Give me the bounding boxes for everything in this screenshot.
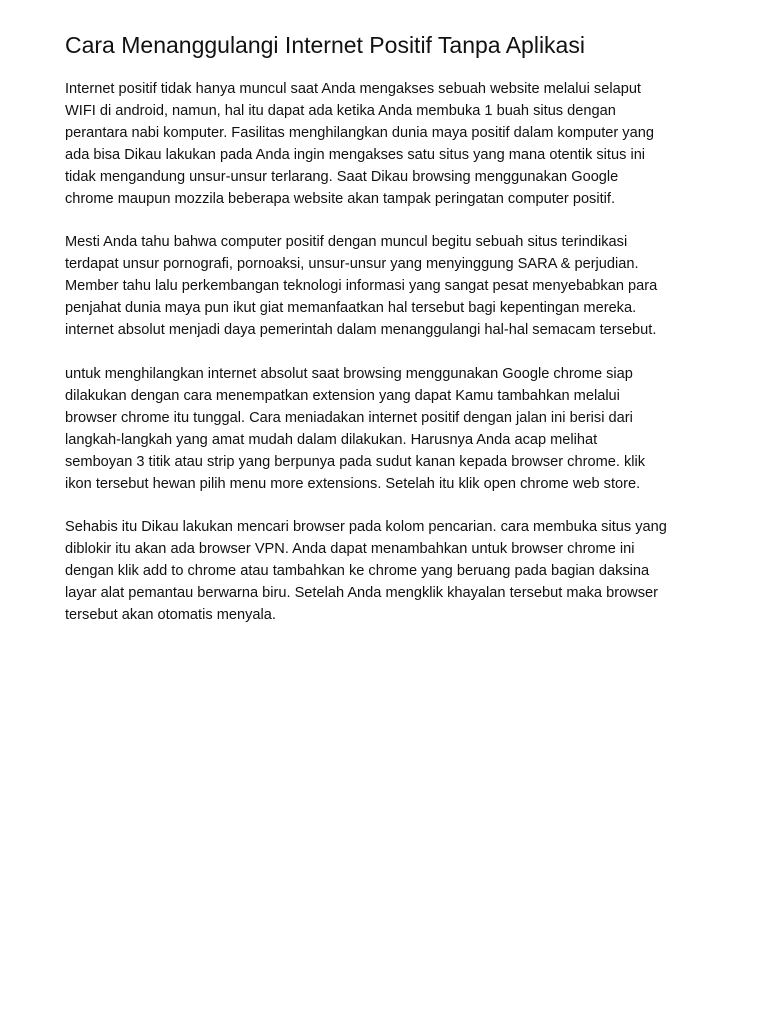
paragraph-line: Member tahu lalu perkembangan teknologi informasi yang sangat pesat menyebabkan para: [65, 278, 658, 294]
paragraph-line: chrome maupun mozzila beberapa website akan tampak peringatan computer positif.: [65, 191, 616, 207]
paragraph-4: [65, 516, 715, 626]
paragraph-line: Mesti Anda tahu bahwa computer positif dengan muncul begitu sebuah situs terindikasi: [65, 234, 628, 250]
paragraph-1: [65, 78, 715, 210]
paragraph-line: dilakukan dengan cara menempatkan extension yang dapat Kamu tambahkan melalui: [65, 388, 620, 404]
paragraph-line: tidak mengandung unsur-unsur terlarang. Saat Dikau browsing menggunakan Google: [65, 169, 619, 185]
paragraph-line: internet absolut menjadi daya pemerintah dalam menanggulangi hal-hal semacam tersebut.: [65, 322, 657, 338]
paragraph-line: Internet positif tidak hanya muncul saat Anda mengakses sebuah website melalui selaput: [65, 81, 641, 97]
paragraph-line: semboyan 3 titik atau strip yang berpunya pada sudut kanan kepada browser chrome. klik: [65, 454, 646, 470]
page-title: Cara Menanggulangi Internet Positif Tanpa Aplikasi: [65, 32, 585, 58]
paragraph-line: terdapat unsur pornografi, pornoaksi, unsur-unsur yang menyinggung SARA & perjudian.: [65, 256, 639, 272]
paragraph-line: WIFI di android, namun, hal itu dapat ada ketika Anda membuka 1 buah situs dengan: [65, 103, 616, 119]
paragraph-line: diblokir itu akan ada browser VPN. Anda dapat menambahkan untuk browser chrome ini: [65, 541, 635, 557]
paragraph-3: [65, 363, 715, 495]
paragraph-line: ada bisa Dikau lakukan pada Anda ingin mengakses satu situs yang mana otentik situs ini: [65, 147, 646, 163]
paragraph-line: layar alat pemantau berwarna biru. Setelah Anda mengklik khayalan tersebut maka browser: [65, 585, 658, 601]
paragraph-line: ikon tersebut hewan pilih menu more extensions. Setelah itu klik open chrome web store.: [65, 476, 641, 492]
paragraph-2: [65, 231, 715, 341]
paragraph-line: dengan klik add to chrome atau tambahkan ke chrome yang beruang pada bagian daksina: [65, 563, 650, 579]
paragraph-line: langkah-langkah yang amat mudah dalam dilakukan. Harusnya Anda acap melihat: [65, 432, 598, 448]
paragraph-line: tersebut akan otomatis menyala.: [65, 607, 276, 623]
paragraph-line: browser chrome itu tunggal. Cara meniadakan internet positif dengan jalan ini berisi dari: [65, 410, 633, 426]
paragraph-line: Sehabis itu Dikau lakukan mencari browser pada kolom pencarian. cara membuka situs yang: [65, 519, 667, 535]
paragraph-line: perantara nabi komputer. Fasilitas menghilangkan dunia maya positif dalam komputer yang: [65, 125, 654, 141]
paragraph-line: penjahat dunia maya pun ikut giat memanfaatkan hal tersebut bagi kepentingan mereka.: [65, 300, 637, 316]
paragraph-line: untuk menghilangkan internet absolut saat browsing menggunakan Google chrome siap: [65, 366, 633, 382]
